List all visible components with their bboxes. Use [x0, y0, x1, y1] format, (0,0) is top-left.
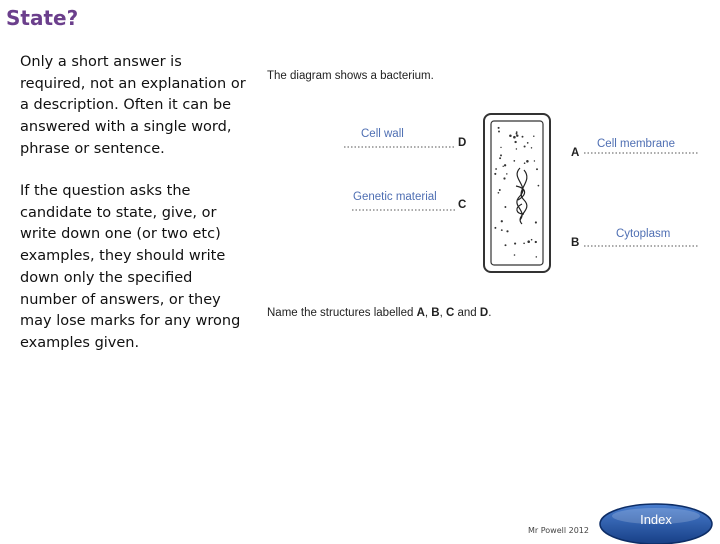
letter-a: A: [571, 147, 580, 159]
cytoplasm-dot: [533, 136, 534, 137]
cytoplasm-dot: [500, 154, 502, 156]
cytoplasm-dot: [494, 173, 496, 175]
index-button-label: Index: [640, 512, 672, 527]
cytoplasm-dot: [504, 164, 506, 166]
cytoplasm-dot: [536, 168, 538, 170]
cytoplasm-dot: [498, 127, 500, 129]
bacterium-diagram: [258, 60, 718, 330]
cytoplasm-dot: [494, 227, 496, 229]
cytoplasm-dot: [499, 157, 501, 159]
cytoplasm-dot: [516, 134, 518, 136]
intro-paragraph: Only a short answer is required, not an explanation or a description. Often it can be answered with a single word, phrase or sentence.: [20, 54, 246, 157]
cytoplasm-dot: [514, 141, 516, 143]
cytoplasm-dot: [526, 160, 529, 163]
cytoplasm-dot: [516, 148, 517, 149]
footer-credit: Mr Powell 2012: [528, 526, 589, 535]
letter-d: D: [458, 137, 467, 149]
cytoplasm-dot: [535, 221, 537, 223]
cytoplasm-dot: [524, 145, 526, 147]
cytoplasm-dot: [498, 192, 500, 194]
cytoplasm-dot: [499, 189, 501, 191]
label-cell-membrane: Cell membrane: [597, 138, 675, 150]
cytoplasm-dot: [538, 185, 540, 187]
diagram-question: Name the structures labelled A, B, C and D.: [267, 307, 492, 319]
letter-b: B: [571, 237, 580, 249]
cytoplasm-dot: [531, 239, 533, 241]
cytoplasm-dot: [534, 160, 535, 161]
label-cell-wall: Cell wall: [361, 128, 404, 140]
cytoplasm-dot: [501, 229, 503, 231]
cytoplasm-dot: [514, 254, 516, 256]
cytoplasm-dot: [502, 166, 503, 167]
cytoplasm-dot: [506, 230, 508, 232]
cytoplasm-dot: [509, 135, 512, 138]
cytoplasm-dot: [495, 168, 497, 170]
cytoplasm-dot: [500, 147, 501, 148]
label-genetic-material: Genetic material: [353, 191, 437, 203]
cytoplasm-dot: [536, 256, 538, 258]
cytoplasm-dot: [505, 244, 507, 246]
bacterium-cell: [484, 114, 550, 272]
cytoplasm-dot: [535, 241, 537, 243]
cytoplasm-dot: [513, 160, 515, 162]
cytoplasm-dot: [516, 133, 518, 135]
cytoplasm-dot: [523, 242, 525, 244]
cytoplasm-dot: [498, 131, 500, 133]
diagram-caption: The diagram shows a bacterium.: [267, 70, 434, 82]
page-title: State?: [6, 6, 79, 30]
cytoplasm-dot: [501, 220, 503, 222]
letter-c: C: [458, 199, 467, 211]
examples-paragraph: If the question asks the candidate to state, give, or write down one (or two etc) examples, they should write down only the specified number of answers, or they may lose marks for any wrong examples given.: [20, 183, 241, 351]
cytoplasm-dot: [503, 177, 505, 179]
cytoplasm-dot: [513, 136, 516, 139]
cytoplasm-dot: [506, 173, 508, 175]
cytoplasm-dot: [516, 131, 518, 133]
cytoplasm-dot: [527, 142, 529, 144]
cytoplasm-dot: [514, 243, 516, 245]
cytoplasm-dot: [524, 162, 526, 164]
cytoplasm-dot: [531, 147, 532, 148]
index-button[interactable]: [596, 500, 716, 544]
cytoplasm-dot: [504, 206, 506, 208]
cytoplasm-dot: [527, 240, 530, 243]
cytoplasm-dot: [522, 136, 524, 138]
label-cytoplasm: Cytoplasm: [616, 228, 671, 240]
